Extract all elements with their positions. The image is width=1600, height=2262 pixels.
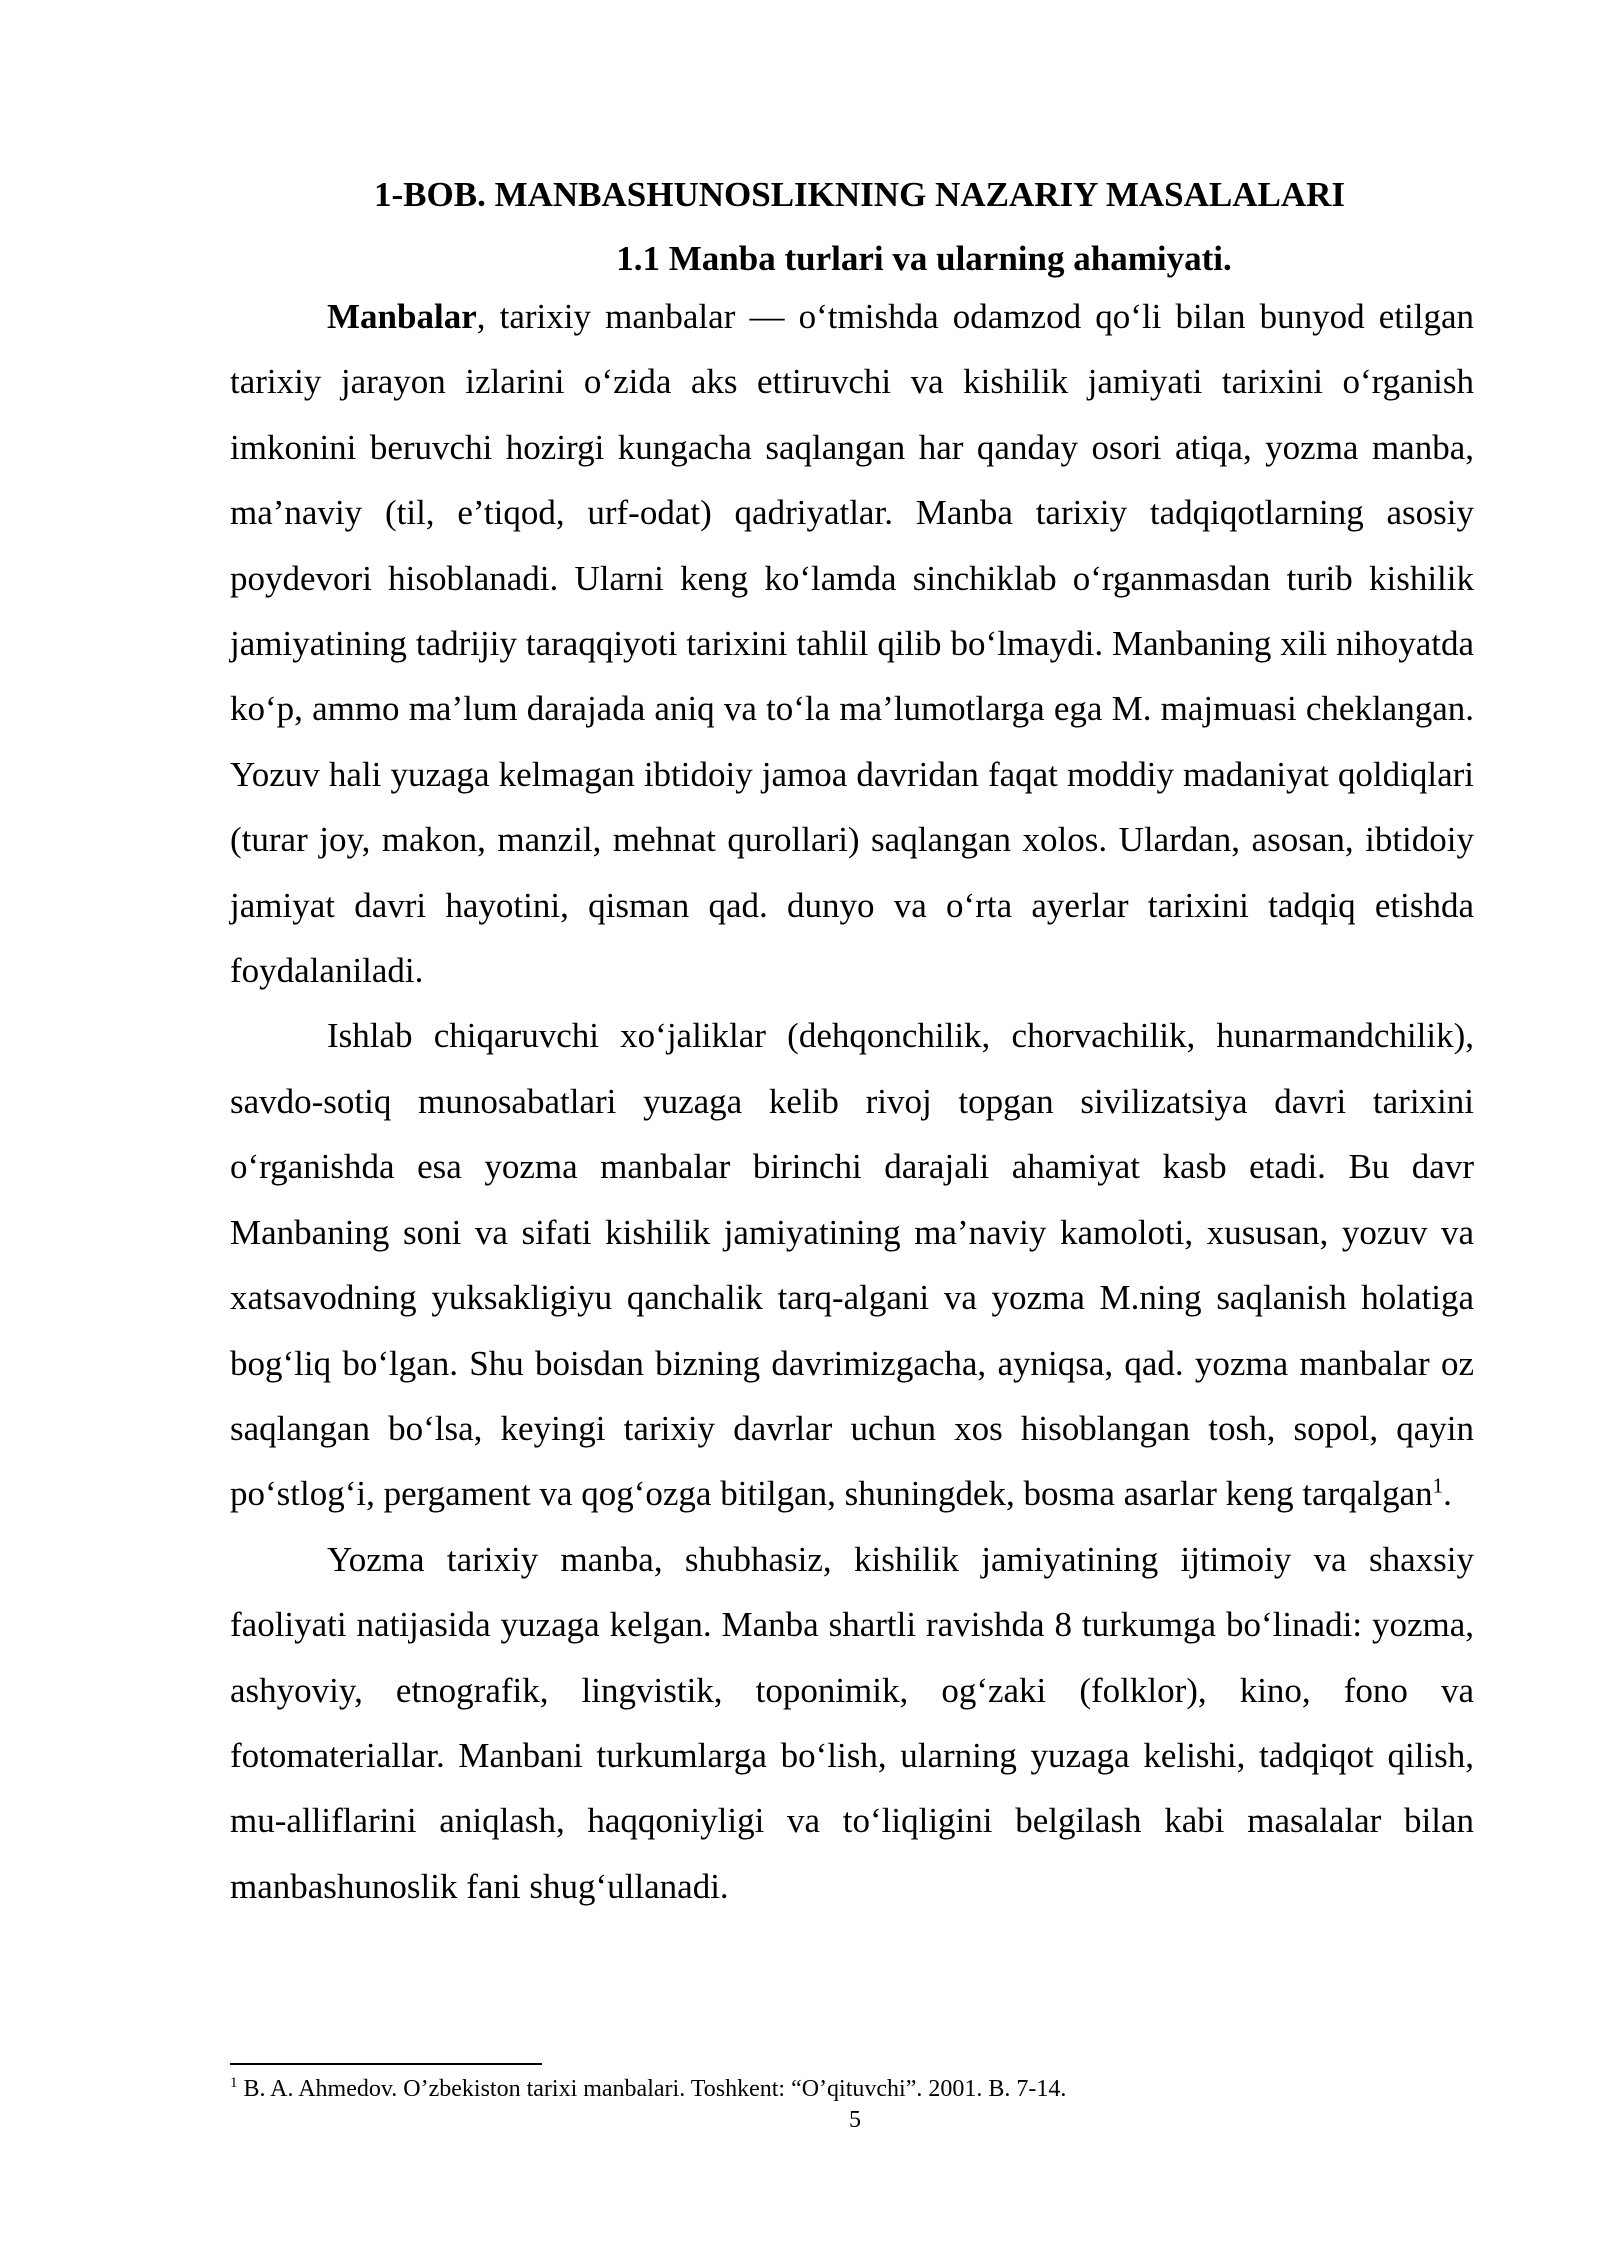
footnote-separator <box>230 2063 542 2065</box>
paragraph-2 <box>230 1003 1474 1526</box>
paragraph-2-tail: . <box>1443 1474 1452 1514</box>
section-title: 1.1 Manba turlari va ularning ahamiyati. <box>616 239 1232 278</box>
footnote-reference[interactable]: 1 <box>1432 1473 1444 1498</box>
document-page <box>230 150 1474 1919</box>
paragraph-1-text: , tarixiy manbalar — o‘tmishda odamzod qo‘li bilan bunyod etilgan tarixiy jarayon izlarini o‘zida aks ettiruvchi va kishilik jamiyati tarixini o‘rganish imkonini beruvchi hozirgi kungacha saqlangan har qanday osori atiqa, yozma manba, ma’naviy (til, e’tiqod, urf-odat) qadriyatlar. Manba tarixiy tadqiqotlarning asosiy poydevori hisoblanadi. Ularni keng ko‘lamda sinchiklab o‘rganmasdan turib kishilik jamiyatining tadrijiy taraqqiyoti tarixini tahlil qilib bo‘lmaydi. Manbaning xili nihoyatda ko‘p, ammo ma’lum darajada aniq va to‘la ma’lumotlarga ega M. majmuasi cheklangan. Yozuv hali yuzaga kelmagan ibtidoiy jamoa davridan faqat moddiy madaniyat qoldiqlari (turar joy, makon, manzil, mehnat qurollari) saqlangan xolos. Ulardan, asosan, ibtidoiy jamiyat davri hayotini, qisman qad. dunyo va o‘rta ayerlar tarixini tadqiq etishda foydalaniladi. <box>230 297 1474 991</box>
footnote <box>230 2074 1474 2104</box>
lead-term: Manbalar <box>327 297 477 336</box>
paragraph-1 <box>230 284 1474 1003</box>
paragraph-3 <box>230 1527 1474 1919</box>
footnote-text: B. A. Ahmedov. O’zbekiston tarixi manbalari. Toshkent: “O’qituvchi”. 2001. B. 7-14. <box>237 2076 1067 2102</box>
footnote-marker: 1 <box>230 2075 238 2091</box>
chapter-title: 1-BOB. MANBASHUNOSLIKNING NAZARIY MASALALARI <box>374 175 1346 214</box>
paragraph-2-text: Ishlab chiqaruvchi xo‘jaliklar (dehqonchilik, chorvachilik, hunarmandchilik), savdo-sotiq munosabatlari yuzaga kelib rivoj topgan sivilizatsiya davri tarixini o‘rganishda esa yozma manbalar birinchi darajali ahamiyat kasb etadi. Bu davr Manbaning soni va sifati kishilik jamiyatining ma’naviy kamoloti, xususan, yozuv va xatsavodning yuksakligiyu qanchalik tarq-algani va yozma M.ning saqlanish holatiga bog‘liq bo‘lgan. Shu boisdan bizning davrimizgacha, ayniqsa, qad. yozma manbalar oz saqlangan bo‘lsa, keyingi tarixiy davrlar uchun xos hisoblangan tosh, sopol, qayin po‘stlog‘i, pergament va qog‘ozga bitilgan, shuningdek, bosma asarlar keng tarqalgan <box>230 1016 1474 1514</box>
paragraph-3-text: Yozma tarixiy manba, shubhasiz, kishilik jamiyatining ijtimoiy va shaxsiy faoliyati natijasida yuzaga kelgan. Manba shartli ravishda 8 turkumga bo‘linadi: yozma, ashyoviy, etnografik, lingvistik, toponimik, og‘zaki (folklor), kino, fono va fotomateriallar. Manbani turkumlarga bo‘lish, ularning yuzaga kelishi, tadqiqot qilish, mu-alliflarini aniqlash, haqqoniyligi va to‘liqligini belgilash kabi masalalar bilan manbashunoslik fani shug‘ullanadi. <box>230 1539 1474 1906</box>
page-number: 5 <box>849 2107 861 2133</box>
